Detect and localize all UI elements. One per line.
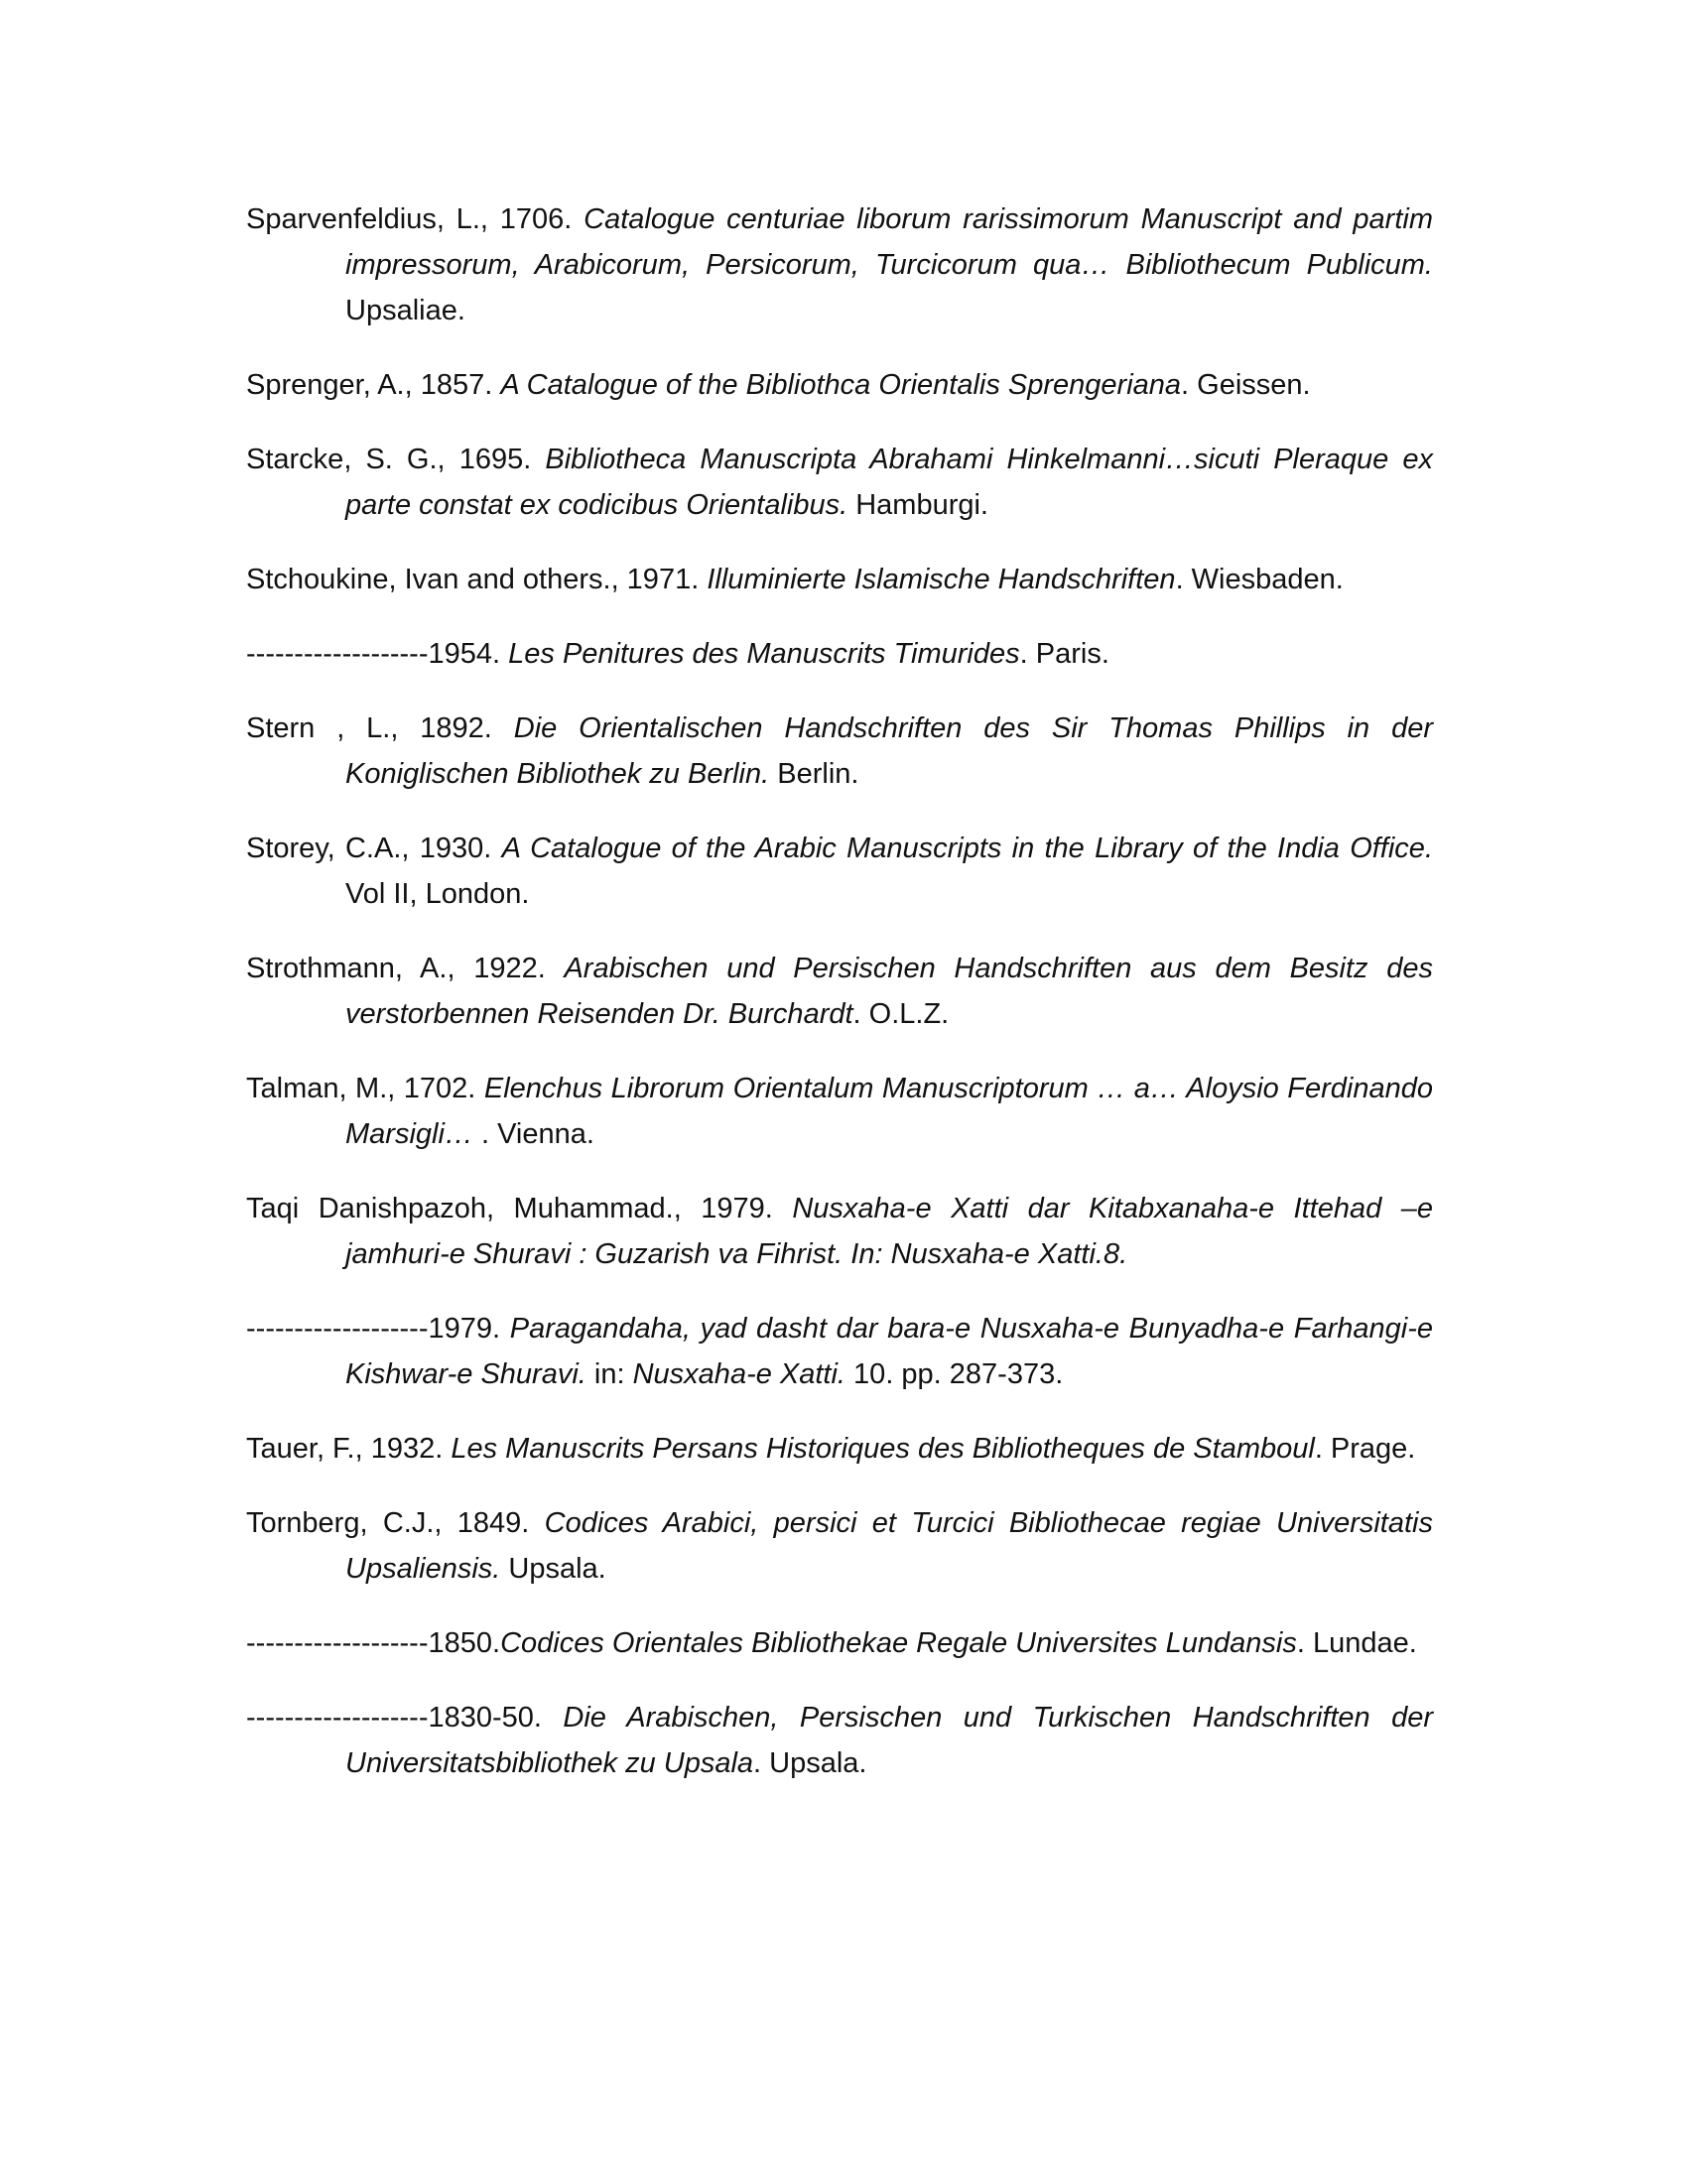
- reference-publisher: . Wiesbaden.: [1175, 564, 1344, 595]
- reference-title: Catalogue centuriae liborum rarissimorum Manuscript and partim impressorum, Arabicorum, Persicorum, Turcicorum qua… Bibliothecum Publicum.: [345, 203, 1433, 281]
- reference-author-year: -------------------1979.: [246, 1313, 510, 1345]
- reference-author-year: Sprenger, A., 1857.: [246, 369, 501, 401]
- reference-title: Les Manuscrits Persans Historiques des Bibliotheques de Stamboul: [451, 1433, 1315, 1465]
- reference-publisher: . Prage.: [1314, 1433, 1416, 1465]
- reference-pages: 10. pp. 287-373.: [845, 1358, 1064, 1390]
- reference-entry: [246, 1695, 1433, 1786]
- reference-author-year: -------------------1954.: [246, 638, 509, 670]
- reference-title: Les Penitures des Manuscrits Timurides: [508, 638, 1020, 670]
- reference-author-year: Starcke, S. G., 1695.: [246, 444, 546, 475]
- reference-title: Paragandaha, yad dasht dar bara-e Nusxaha-e Bunyadha-e Farhangi-e Kishwar-e Shuravi.: [345, 1313, 1433, 1390]
- reference-publisher: . O.L.Z.: [852, 998, 950, 1030]
- reference-entry: [246, 631, 1433, 677]
- reference-author-year: Tornberg, C.J., 1849.: [246, 1507, 545, 1539]
- reference-publisher: . Lundae.: [1296, 1627, 1417, 1659]
- reference-entry: [246, 1066, 1433, 1157]
- reference-entry: [246, 1186, 1433, 1277]
- reference-entry: [246, 1426, 1433, 1472]
- reference-title: Illuminierte Islamische Handschriften: [707, 564, 1176, 595]
- reference-entry: [246, 1500, 1433, 1592]
- reference-title: Bibliotheca Manuscripta Abrahami Hinkelmanni…sicuti Pleraque ex parte constat ex codicibus Orientalibus.: [345, 444, 1433, 521]
- reference-author-year: Storey, C.A., 1930.: [246, 833, 502, 864]
- reference-author-year: Taqi Danishpazoh, Muhammad., 1979.: [246, 1193, 793, 1224]
- reference-author-year: Stchoukine, Ivan and others., 1971.: [246, 564, 708, 595]
- reference-author-year: -------------------1850.: [246, 1627, 501, 1659]
- reference-entry: [246, 946, 1433, 1037]
- reference-title: A Catalogue of the Arabic Manuscripts in the Library of the India Office.: [501, 833, 1433, 864]
- reference-entry: [246, 196, 1433, 333]
- reference-author-year: Tauer, F., 1932.: [246, 1433, 452, 1465]
- reference-publisher: . Geissen.: [1181, 369, 1311, 401]
- reference-title: Arabischen und Persischen Handschriften aus dem Besitz des verstorbennen Reisenden Dr. Burchardt: [345, 953, 1433, 1030]
- reference-publisher: Vol II, London.: [345, 878, 530, 910]
- reference-journal-title: Nusxaha-e Xatti.: [632, 1358, 845, 1390]
- reference-publisher: . Paris.: [1019, 638, 1109, 670]
- reference-connector: in:: [585, 1358, 633, 1390]
- reference-publisher: Hamburgi.: [847, 489, 988, 521]
- reference-entry: [246, 826, 1433, 917]
- reference-publisher: . Vienna.: [472, 1118, 594, 1150]
- reference-list: [246, 196, 1433, 1786]
- reference-author-year: -------------------1830-50.: [246, 1702, 564, 1734]
- reference-author-year: Sparvenfeldius, L., 1706.: [246, 203, 584, 235]
- reference-title: A Catalogue of the Bibliothca Orientalis Sprengeriana: [500, 369, 1182, 401]
- reference-entry: [246, 1306, 1433, 1397]
- reference-entry: [246, 362, 1433, 408]
- reference-author-year: Talman, M., 1702.: [246, 1073, 484, 1104]
- reference-title: Die Orientalischen Handschriften des Sir Thomas Phillips in der Koniglischen Bibliothek zu Berlin.: [345, 712, 1433, 790]
- reference-title: Nusxaha-e Xatti dar Kitabxanaha-e Ittehad –e jamhuri-e Shuravi : Guzarish va Fihrist. In: Nusxaha-e Xatti.8.: [345, 1193, 1433, 1270]
- reference-title: Die Arabischen, Persischen und Turkischen Handschriften der Universitatsbibliothek zu Upsala: [345, 1702, 1433, 1779]
- reference-publisher: . Upsala.: [753, 1747, 867, 1779]
- reference-title: Elenchus Librorum Orientalum Manuscriptorum … a… Aloysio Ferdinando Marsigli…: [345, 1073, 1433, 1150]
- reference-author-year: Strothmann, A., 1922.: [246, 953, 565, 984]
- reference-entry: [246, 437, 1433, 528]
- reference-author-year: Stern , L., 1892.: [246, 712, 514, 744]
- reference-entry: [246, 557, 1433, 602]
- reference-title: Codices Arabici, persici et Turcici Bibliothecae regiae Universitatis Upsaliensis.: [345, 1507, 1433, 1585]
- reference-publisher: Upsaliae.: [345, 295, 465, 326]
- reference-entry: [246, 706, 1433, 797]
- reference-publisher: Berlin.: [769, 758, 859, 790]
- reference-title: Codices Orientales Bibliothekae Regale Universites Lundansis: [500, 1627, 1297, 1659]
- reference-entry: [246, 1620, 1433, 1666]
- reference-publisher: Upsala.: [500, 1553, 606, 1585]
